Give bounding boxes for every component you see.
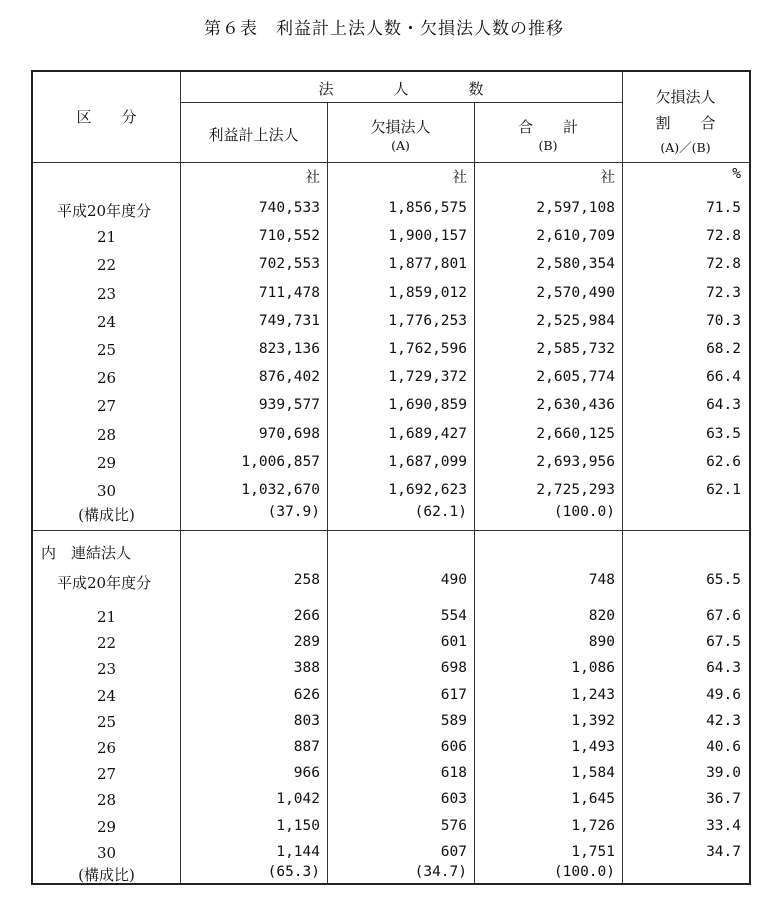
row-label: 21 bbox=[96, 228, 117, 247]
cell-rieki: 740,533 bbox=[258, 200, 320, 216]
cell-gokei: 1,392 bbox=[571, 712, 615, 729]
cell-rieki: 876,402 bbox=[258, 369, 320, 386]
cell-kesson: 1,856,575 bbox=[388, 200, 467, 216]
cell-gokei: 2,585,732 bbox=[536, 341, 615, 357]
cell-ratio: 70.3 bbox=[706, 312, 741, 329]
cell-kesson: 1,690,859 bbox=[388, 397, 467, 414]
cell-rieki: 749,731 bbox=[258, 312, 320, 329]
cell-kesson: 1,689,427 bbox=[388, 425, 467, 442]
cell-rieki: 710,552 bbox=[258, 228, 320, 245]
row-label: 25 bbox=[96, 712, 117, 731]
cell-rieki: 887 bbox=[293, 739, 320, 755]
cell-rieki: 702,553 bbox=[258, 256, 320, 273]
cell-rieki: 803 bbox=[293, 712, 320, 729]
cell-kesson: 698 bbox=[440, 660, 467, 677]
unit-kesson: 社 bbox=[452, 170, 467, 186]
unit-rieki: 社 bbox=[305, 170, 320, 186]
cell-kesson: 576 bbox=[440, 817, 467, 834]
cell-rieki: 970,698 bbox=[258, 425, 320, 442]
cell-kesson: (34.7) bbox=[414, 863, 467, 880]
cell-ratio: 66.4 bbox=[706, 369, 741, 386]
data-table bbox=[31, 70, 751, 885]
row-label: 25 bbox=[96, 341, 117, 359]
row-label: 28 bbox=[96, 425, 117, 444]
row-label: 22 bbox=[96, 634, 117, 653]
cell-kesson: 1,687,099 bbox=[388, 453, 467, 470]
cell-gokei: (100.0) bbox=[553, 863, 615, 880]
cell-gokei: 2,605,774 bbox=[536, 369, 615, 386]
header-gokei: 合 計 bbox=[517, 118, 578, 136]
header-kesson-sub: (A) bbox=[391, 138, 410, 153]
cell-kesson: 607 bbox=[440, 843, 467, 860]
cell-rieki: 711,478 bbox=[258, 284, 320, 301]
cell-ratio: 68.2 bbox=[706, 341, 741, 357]
cell-rieki: 266 bbox=[293, 608, 320, 624]
cell-ratio: 67.5 bbox=[706, 634, 741, 651]
cell-rieki: (37.9) bbox=[267, 504, 320, 520]
header-hojinsu: 法 人 数 bbox=[318, 80, 484, 98]
cell-ratio: 42.3 bbox=[706, 712, 741, 729]
cell-gokei: 890 bbox=[588, 634, 615, 651]
cell-ratio: 34.7 bbox=[706, 843, 741, 860]
cell-gokei: 2,570,490 bbox=[536, 284, 615, 301]
cell-rieki: 939,577 bbox=[258, 397, 320, 414]
header-kesson: 欠損法人 bbox=[370, 118, 431, 136]
row-label: 26 bbox=[96, 739, 117, 757]
cell-kesson: 601 bbox=[440, 634, 467, 651]
row-label: 30 bbox=[96, 843, 117, 862]
cell-rieki: 626 bbox=[293, 686, 320, 703]
row-label: 29 bbox=[96, 817, 117, 836]
row-label: 23 bbox=[96, 660, 117, 679]
cell-gokei: 2,580,354 bbox=[536, 256, 615, 273]
row-label: 27 bbox=[96, 397, 117, 416]
cell-rieki: 388 bbox=[293, 660, 320, 677]
cell-kesson: 554 bbox=[440, 608, 467, 624]
cell-ratio: 62.6 bbox=[706, 453, 741, 470]
cell-ratio: 49.6 bbox=[706, 686, 741, 703]
cell-kesson: (62.1) bbox=[414, 504, 467, 520]
cell-kesson: 1,762,596 bbox=[388, 341, 467, 357]
cell-rieki: 823,136 bbox=[258, 341, 320, 357]
row-label: 平成20年度分 bbox=[57, 574, 152, 592]
cell-rieki: 1,006,857 bbox=[241, 453, 320, 470]
unit-ratio: % bbox=[732, 166, 741, 182]
cell-kesson: 1,692,623 bbox=[388, 482, 467, 498]
cell-kesson: 606 bbox=[440, 739, 467, 755]
cell-gokei: 1,493 bbox=[571, 739, 615, 755]
cell-ratio: 72.8 bbox=[706, 256, 741, 273]
cell-gokei: 2,525,984 bbox=[536, 312, 615, 329]
share-row-label: (構成比) bbox=[78, 865, 135, 884]
header-kubun: 区 分 bbox=[76, 108, 137, 126]
cell-rieki: 289 bbox=[293, 634, 320, 651]
table-title: 第６表 利益計上法人数・欠損法人数の推移 bbox=[204, 19, 564, 39]
cell-ratio: 39.0 bbox=[706, 765, 741, 782]
cell-rieki: (65.3) bbox=[267, 863, 320, 880]
cell-gokei: 1,086 bbox=[571, 660, 615, 677]
cell-gokei: 2,610,709 bbox=[536, 228, 615, 245]
cell-rieki: 258 bbox=[293, 572, 320, 588]
cell-gokei: 1,243 bbox=[571, 686, 615, 703]
cell-ratio: 40.6 bbox=[706, 739, 741, 755]
cell-gokei: 2,630,436 bbox=[536, 397, 615, 414]
cell-ratio: 64.3 bbox=[706, 397, 741, 414]
cell-rieki: 1,144 bbox=[276, 843, 320, 860]
cell-kesson: 589 bbox=[440, 712, 467, 729]
cell-kesson: 617 bbox=[440, 686, 467, 703]
cell-rieki: 1,042 bbox=[276, 791, 320, 808]
row-label: 29 bbox=[96, 453, 117, 472]
cell-gokei: 2,693,956 bbox=[536, 453, 615, 470]
cell-kesson: 1,900,157 bbox=[388, 228, 467, 245]
section2-title: 内 連結法人 bbox=[41, 544, 132, 562]
cell-kesson: 1,776,253 bbox=[388, 312, 467, 329]
row-label: 23 bbox=[96, 284, 117, 303]
header-ratio-line1: 欠損法人 bbox=[655, 88, 716, 106]
cell-kesson: 490 bbox=[440, 572, 467, 588]
cell-ratio: 64.3 bbox=[706, 660, 741, 677]
cell-ratio: 71.5 bbox=[706, 200, 741, 216]
cell-gokei: 1,645 bbox=[571, 791, 615, 808]
cell-rieki: 1,150 bbox=[276, 817, 320, 834]
row-label: 24 bbox=[96, 686, 117, 705]
cell-ratio: 62.1 bbox=[706, 482, 741, 498]
cell-ratio: 72.3 bbox=[706, 284, 741, 301]
cell-ratio: 65.5 bbox=[706, 572, 741, 588]
cell-ratio: 67.6 bbox=[706, 608, 741, 624]
row-label: 21 bbox=[96, 608, 117, 626]
row-label: 27 bbox=[96, 765, 117, 784]
cell-ratio: 63.5 bbox=[706, 425, 741, 442]
cell-gokei: 2,660,125 bbox=[536, 425, 615, 442]
row-label: 30 bbox=[96, 482, 117, 500]
cell-gokei: 2,597,108 bbox=[536, 200, 615, 216]
share-row-label: (構成比) bbox=[78, 506, 135, 524]
header-ratio-line2: 割 合 bbox=[655, 114, 716, 132]
cell-gokei: 1,726 bbox=[571, 817, 615, 834]
cell-gokei: 1,584 bbox=[571, 765, 615, 782]
cell-rieki: 966 bbox=[293, 765, 320, 782]
cell-kesson: 603 bbox=[440, 791, 467, 808]
cell-kesson: 1,877,801 bbox=[388, 256, 467, 273]
cell-ratio: 36.7 bbox=[706, 791, 741, 808]
row-label: 28 bbox=[96, 791, 117, 810]
unit-gokei: 社 bbox=[600, 170, 615, 186]
row-label: 24 bbox=[96, 312, 117, 331]
cell-rieki: 1,032,670 bbox=[241, 482, 320, 498]
cell-gokei: 2,725,293 bbox=[536, 482, 615, 498]
row-label: 22 bbox=[96, 256, 117, 275]
header-ratio-line3: (A)／(B) bbox=[660, 140, 711, 155]
cell-gokei: 748 bbox=[588, 572, 615, 588]
cell-kesson: 618 bbox=[440, 765, 467, 782]
row-label: 平成20年度分 bbox=[57, 202, 152, 220]
cell-kesson: 1,859,012 bbox=[388, 284, 467, 301]
cell-gokei: 1,751 bbox=[571, 843, 615, 860]
cell-ratio: 33.4 bbox=[706, 817, 741, 834]
cell-ratio: 72.8 bbox=[706, 228, 741, 245]
header-gokei-sub: (B) bbox=[538, 138, 558, 153]
row-label: 26 bbox=[96, 369, 117, 388]
cell-gokei: (100.0) bbox=[553, 504, 615, 520]
cell-gokei: 820 bbox=[588, 608, 615, 624]
cell-kesson: 1,729,372 bbox=[388, 369, 467, 386]
header-rieki: 利益計上法人 bbox=[208, 126, 299, 144]
